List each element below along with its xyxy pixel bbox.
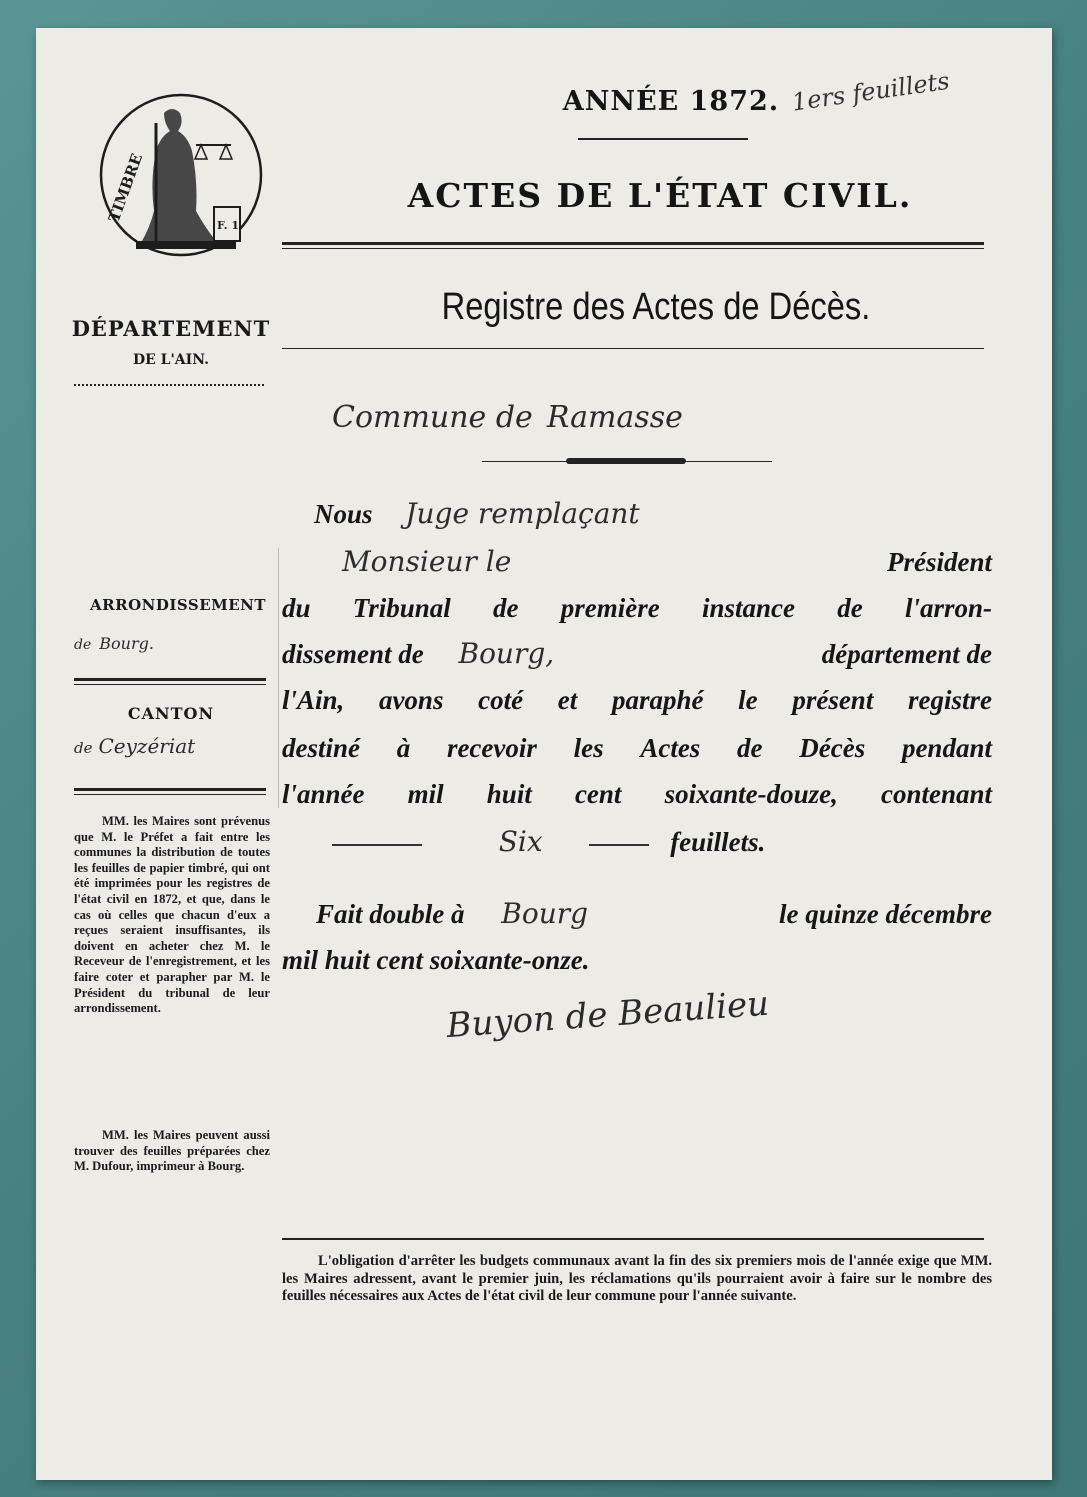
canton-value [74, 734, 195, 758]
body-line-10 [282, 944, 992, 976]
canton-rule-1 [74, 788, 266, 791]
body-line-2 [282, 546, 992, 578]
body-line-8 [282, 826, 992, 858]
body-line-6 [282, 732, 992, 764]
department-sub: DE L'AIN. [132, 352, 209, 368]
word: contenant [880, 779, 992, 809]
word: cent [574, 779, 622, 809]
header-double-rule-bottom [282, 248, 984, 249]
word: du [282, 593, 311, 623]
column-separator [278, 548, 279, 808]
word: présent [792, 685, 874, 715]
word: l'année [282, 779, 365, 809]
justice-figure [142, 109, 216, 241]
stamp-mark: F. 1. [217, 219, 243, 232]
canton-label: CANTON [127, 704, 215, 723]
l4-start: dissement de [282, 639, 424, 669]
word: à [396, 733, 411, 763]
word: de [493, 593, 519, 623]
sidebar-note-1 [74, 814, 270, 1017]
president-label: Président [887, 547, 992, 577]
word: destiné [282, 733, 360, 763]
department-divider [74, 378, 264, 386]
canton-rule-2 [74, 794, 266, 795]
dash-left [332, 844, 422, 846]
commune-line [332, 400, 932, 435]
body-line-1 [282, 498, 992, 530]
word: mil [407, 779, 444, 809]
arrondissement-rule-1 [74, 678, 266, 681]
fait-double: Fait double à [316, 899, 465, 929]
arrondissement-label: ARRONDISSEMENT [90, 596, 267, 614]
hw-juge: Juge remplaçant [405, 497, 640, 530]
header-rule-short [578, 138, 748, 140]
word: paraphé [611, 685, 704, 715]
word: avons [378, 685, 444, 715]
canton-prefix: de [74, 739, 93, 757]
word: Décès [799, 733, 866, 763]
word: Tribunal [352, 593, 451, 623]
word: et [557, 685, 578, 715]
body-line-5 [282, 684, 992, 716]
hw-bourg: Bourg, [458, 637, 555, 670]
commune-name: Ramasse [546, 400, 683, 435]
register-rule [282, 348, 984, 349]
register-title: Registre des Actes de Décès. [441, 286, 871, 328]
footer-note [282, 1253, 992, 1306]
dash-right [589, 844, 649, 846]
word: pendant [901, 733, 992, 763]
hw-six: Six [498, 825, 543, 858]
ornament-center [566, 458, 686, 464]
main-title: ACTES DE L'ÉTAT CIVIL. [407, 176, 913, 215]
word: les [573, 733, 604, 763]
word: Actes [640, 733, 701, 763]
document-page [36, 28, 1052, 1480]
header-double-rule-top [282, 242, 984, 245]
body-line-7 [282, 778, 992, 810]
word: coté [478, 685, 524, 715]
body-line-3 [282, 592, 992, 624]
closing-date: mil huit cent soixante-onze. [282, 945, 590, 975]
sidebar-note-2 [74, 1128, 270, 1175]
sidebar-note-1-text: MM. les Maires sont prévenus que M. le Préfet a fait entre les communes la distribution de toutes les feuilles de papier timbré, qui ont été imprimées pour les registres de l'état civil en 1872, et que, dans le cas où celles que chacun d'eux a reçues seraient insuffisantes, ils doivent en acheter chez M. le Receveur de l'enregistrement, et les faire coter et parapher par M. le Président du tribunal de leur arrondissement. [74, 814, 270, 1016]
l4-end: département de [821, 639, 992, 669]
body-line-9 [282, 898, 992, 930]
footer-rule [282, 1238, 984, 1240]
word: de [837, 593, 863, 623]
arrondissement-prefix: de [74, 637, 92, 653]
word: registre [908, 685, 992, 715]
feuillets-label: feuillets. [670, 827, 766, 857]
word: première [560, 593, 660, 623]
arrondissement-rule-2 [74, 684, 266, 685]
nous-label: Nous [314, 499, 373, 529]
sidebar-note-2-text: MM. les Maires peuvent aussi trouver des feuilles préparées chez M. Dufour, imprimeur à Bourg. [74, 1128, 270, 1174]
commune-label: Commune de [332, 400, 533, 435]
hw-monsieur: Monsieur le [342, 545, 512, 578]
year-title: ANNÉE 1872. [562, 86, 780, 117]
word: de [737, 733, 763, 763]
date-text: le quinze décembre [779, 899, 992, 929]
signature: Buyon de Beaulieu [445, 983, 771, 1047]
word: soixante-douze, [664, 779, 838, 809]
word: instance [701, 593, 795, 623]
body-line-4 [282, 638, 992, 670]
folio-note: 1ers feuillets [790, 66, 952, 117]
word: l'Ain, [282, 685, 345, 715]
stamp-text: TIMBRE [104, 151, 147, 225]
word: huit [486, 779, 532, 809]
arrondissement-value [74, 634, 154, 653]
hw-bourg2: Bourg [501, 897, 589, 930]
footer-note-text: L'obligation d'arrêter les budgets communaux avant la fin des six premiers mois de l'année exige que MM. les Maires adressent, avant le premier juin, les réclamations qu'ils pourraient avoir à faire sur le nombre des feuilles nécessaires aux Actes de l'état civil de leur commune pour l'année suivante. [282, 1253, 992, 1304]
arrondissement-name: Bourg. [99, 634, 154, 653]
timbre-stamp [96, 83, 266, 268]
word: le [738, 685, 758, 715]
canton-name: Ceyzériat [98, 734, 196, 758]
word: l'arron- [904, 593, 992, 623]
word: recevoir [446, 733, 537, 763]
department-label: DÉPARTEMENT [71, 316, 271, 341]
